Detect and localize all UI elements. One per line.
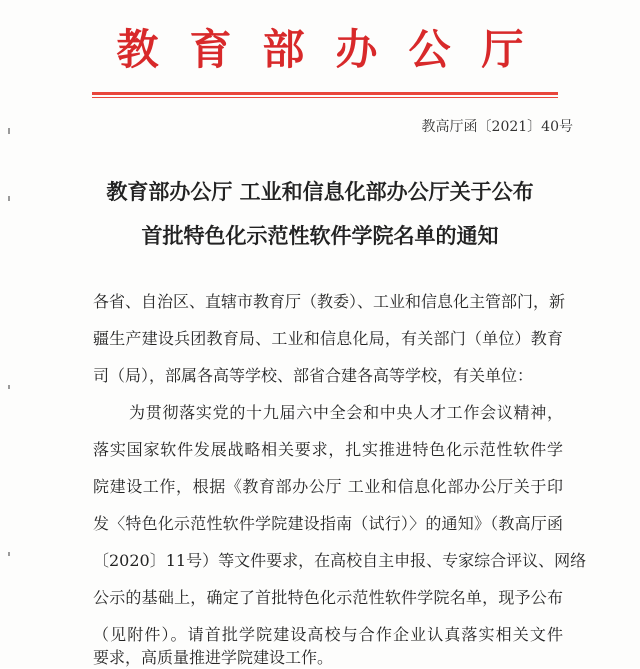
- paragraph-line: 落实国家软件发展战略相关要求，扎实推进特色化示范性软件学: [93, 440, 563, 459]
- masthead-rule-thick: [92, 92, 558, 95]
- issuer-title: 教育部办公厅: [116, 25, 555, 74]
- scan-margin-mark: [8, 552, 10, 556]
- document-number: 教高厅函〔2021〕40号: [421, 119, 573, 135]
- document-title-line-1: 教育部办公厅 工业和信息化部办公厅关于公布: [106, 179, 534, 204]
- paragraph-line: 院建设工作，根据《教育部办公厅 工业和信息化部办公厅关于印: [93, 477, 563, 496]
- paragraph-line: 为贯彻落实党的十九届六中全会和中央人才工作会议精神，: [129, 403, 563, 422]
- paragraph-line: （见附件）。请首批学院建设高校与合作企业认真落实相关文件: [93, 625, 563, 644]
- paragraph-line: 发〈特色化示范性软件学院建设指南（试行）〉的通知》（教高厅函: [93, 514, 563, 533]
- paragraph-line: 要求，高质量推进学院建设工作。: [93, 648, 334, 667]
- scan-margin-mark: [8, 196, 10, 201]
- paragraph-line: 公示的基础上，确定了首批特色化示范性软件学院名单，现予公布: [93, 588, 563, 607]
- document-title-line-2: 首批特色化示范性软件学院名单的通知: [141, 223, 499, 248]
- scan-margin-mark: [8, 385, 10, 389]
- masthead-rule-thin: [92, 97, 558, 98]
- addressee-line: 疆生产建设兵团教育局、工业和信息化局，有关部门（单位）教育: [93, 329, 563, 348]
- addressee-line: 各省、自治区、直辖市教育厅（教委）、工业和信息化主管部门，新: [93, 292, 566, 311]
- addressee-line: 司（局），部属各高等学校、部省合建各高等学校，有关单位：: [93, 366, 534, 385]
- paragraph-line: 〔2020〕11号）等文件要求，在高校自主申报、专家综合评议、网络: [93, 551, 587, 570]
- masthead: [0, 20, 640, 80]
- scan-margin-mark: [8, 128, 10, 134]
